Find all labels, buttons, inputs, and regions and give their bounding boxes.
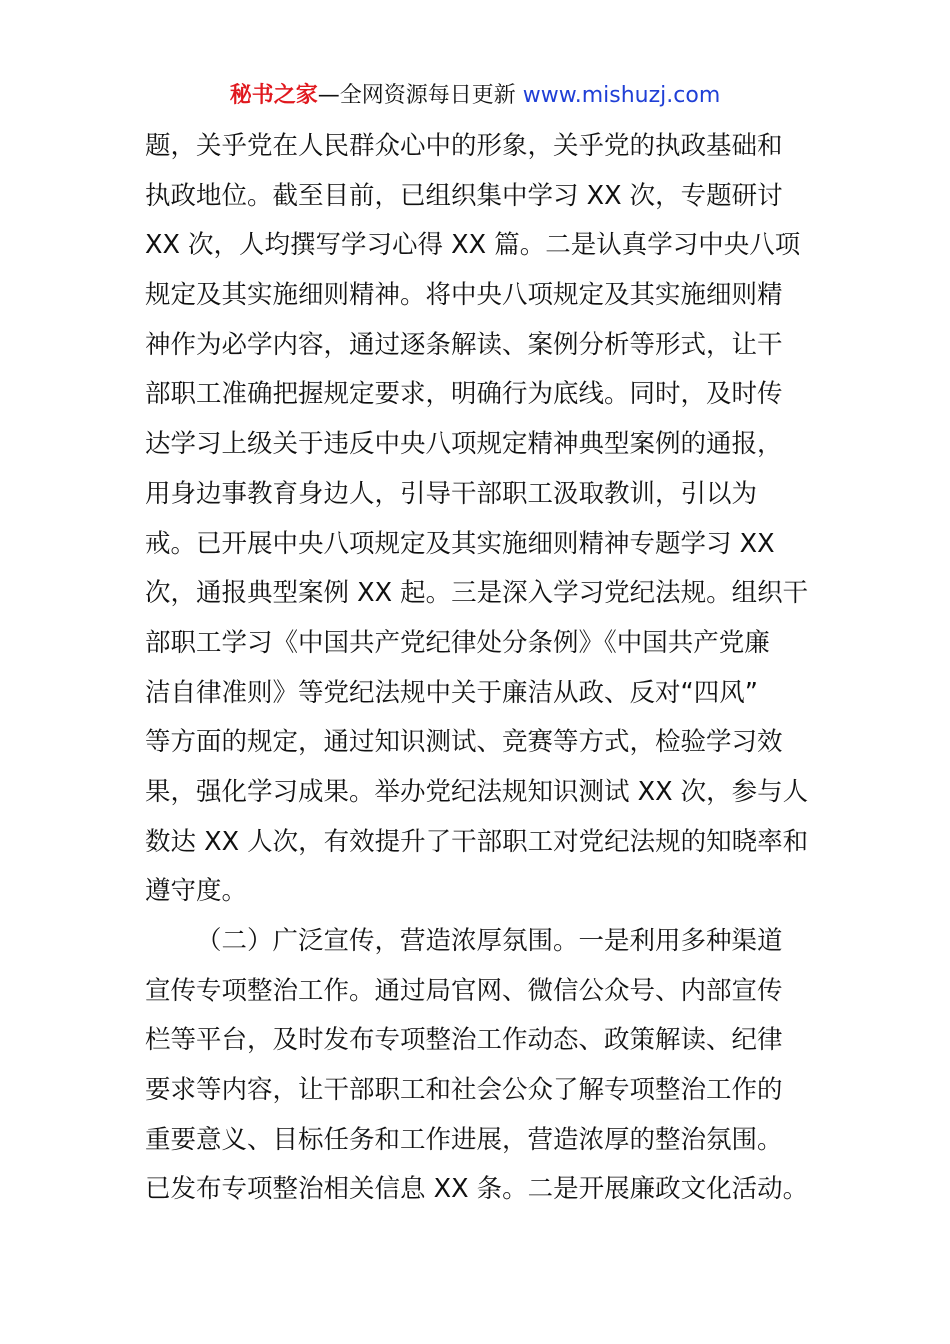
text-line: 要求等内容，让干部职工和社会公众了解专项整治工作的 [145, 1075, 783, 1106]
text-line: 部职工学习《中国共产党纪律处分条例》《中国共产党廉 [145, 627, 770, 658]
header-slogan: —全网资源每日更新 [317, 83, 523, 108]
text-line: 部职工准确把握规定要求，明确行为底线。同时，及时传 [145, 379, 783, 410]
text-line: 遵守度。 [145, 876, 248, 907]
text-line: 次，通报典型案例 XX 起。三是深入学习党纪法规。组织干 [145, 578, 809, 609]
section-heading-line: （二）广泛宣传，营造浓厚氛围。一是利用多种渠道 [196, 926, 783, 956]
text-line: 题，关乎党在人民群众心中的形象，关乎党的执政基础和 [145, 131, 783, 161]
text-line: 数达 XX 人次，有效提升了干部职工对党纪法规的知晓率和 [145, 826, 809, 857]
text-line: 栏等平台，及时发布专项整治工作动态、政策解读、纪律 [145, 1025, 783, 1056]
document-body [145, 122, 810, 1215]
page-header [0, 80, 950, 112]
text-line: 宣传专项整治工作。通过局官网、微信公众号、内部宣传 [145, 975, 783, 1006]
text-line: 达学习上级关于违反中央八项规定精神典型案例的通报， [145, 429, 783, 460]
header-brand: 秘书之家 [229, 83, 318, 108]
text-line: 戒。已开展中央八项规定及其实施细则精神专题学习 XX [145, 528, 775, 559]
text-line: 等方面的规定，通过知识测试、竞赛等方式，检验学习效 [145, 727, 783, 758]
text-line: 重要意义、目标任务和工作进展，营造浓厚的整治氛围。 [145, 1124, 783, 1155]
text-line: 执政地位。截至目前，已组织集中学习 XX 次，专题研讨 [145, 180, 783, 211]
text-line: 已发布专项整治相关信息 XX 条。二是开展廉政文化活动。 [145, 1174, 809, 1205]
text-line: 规定及其实施细则精神。将中央八项规定及其实施细则精 [145, 280, 783, 311]
text-line: 果，强化学习成果。举办党纪法规知识测试 XX 次，参与人 [145, 776, 809, 807]
header-url-link[interactable]: www.mishuzj.com [522, 83, 721, 108]
text-line: 神作为必学内容，通过逐条解读、案例分析等形式，让干 [145, 329, 783, 360]
text-line: 洁自律准则》等党纪法规中关于廉洁从政、反对“四风” [145, 677, 758, 708]
text-line: 用身边事教育身边人，引导干部职工汲取教训，引以为 [145, 478, 758, 509]
text-line: XX 次，人均撰写学习心得 XX 篇。二是认真学习中央八项 [145, 230, 801, 261]
